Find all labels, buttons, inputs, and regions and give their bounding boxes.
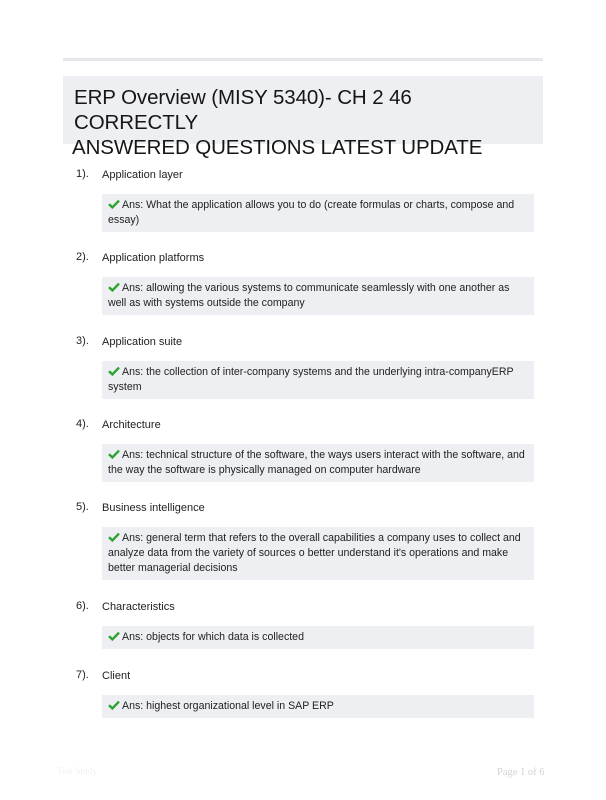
question-number: 7). <box>76 669 89 681</box>
answer-prefix: Ans: <box>122 199 144 211</box>
answer-box <box>102 277 534 315</box>
answer-box <box>102 527 534 580</box>
answer-text: highest organizational level in SAP ERP <box>146 700 334 712</box>
check-icon <box>108 282 120 292</box>
page-number: Page 1 of 6 <box>497 767 545 778</box>
check-icon <box>108 631 120 641</box>
question-term: Business intelligence <box>102 502 205 514</box>
answer-box <box>102 361 534 399</box>
title-line-2: ANSWERED QUESTIONS LATEST UPDATE <box>72 136 483 159</box>
question-term: Characteristics <box>102 601 175 613</box>
answer-box <box>102 626 534 649</box>
answer-prefix: Ans: <box>122 631 144 643</box>
footer-brand: Test Study <box>57 767 98 777</box>
question-number: 5). <box>76 501 89 513</box>
answer-prefix: Ans: <box>122 282 144 294</box>
check-icon <box>108 532 120 542</box>
top-divider <box>63 58 543 61</box>
answer-prefix: Ans: <box>122 449 144 461</box>
question-number: 3). <box>76 335 89 347</box>
check-icon <box>108 366 120 376</box>
question-number: 4). <box>76 418 89 430</box>
check-icon <box>108 199 120 209</box>
answer-text: the collection of inter-company systems and the underlying intra-companyERP system <box>108 366 514 393</box>
answer-text: What the application allows you to do (create formulas or charts, compose and essay) <box>108 199 515 226</box>
answer-prefix: Ans: <box>122 700 144 712</box>
document-title <box>72 85 537 160</box>
document-title-box <box>63 76 543 159</box>
question-number: 6). <box>76 600 89 612</box>
question-term: Client <box>102 670 131 682</box>
answer-prefix: Ans: <box>122 532 144 544</box>
answer-box <box>102 695 534 718</box>
question-term: Application platforms <box>102 252 205 264</box>
check-icon <box>108 449 120 459</box>
title-line-1: ERP Overview (MISY 5340)- CH 2 46 CORRECTLY <box>74 86 412 134</box>
answer-box <box>102 444 534 482</box>
answer-text: general term that refers to the overall capabilities a company uses to collect and analyze data from the variety of sources o better understand it's operations and make better managerial decisions <box>108 532 521 574</box>
question-number: 2). <box>76 251 89 263</box>
question-term: Application suite <box>102 336 183 348</box>
answer-text: technical structure of the software, the ways users interact with the software, and the way the software is physically managed on computer hardware <box>108 449 525 476</box>
answer-text: objects for which data is collected <box>146 631 304 643</box>
check-icon <box>108 700 120 710</box>
answer-box <box>102 194 534 232</box>
answer-text: allowing the various systems to communicate seamlessly with one another as well as with systems outside the company <box>108 282 510 309</box>
question-term: Application layer <box>102 169 183 181</box>
question-term: Architecture <box>102 419 161 431</box>
question-number: 1). <box>76 168 89 180</box>
answer-prefix: Ans: <box>122 366 144 378</box>
